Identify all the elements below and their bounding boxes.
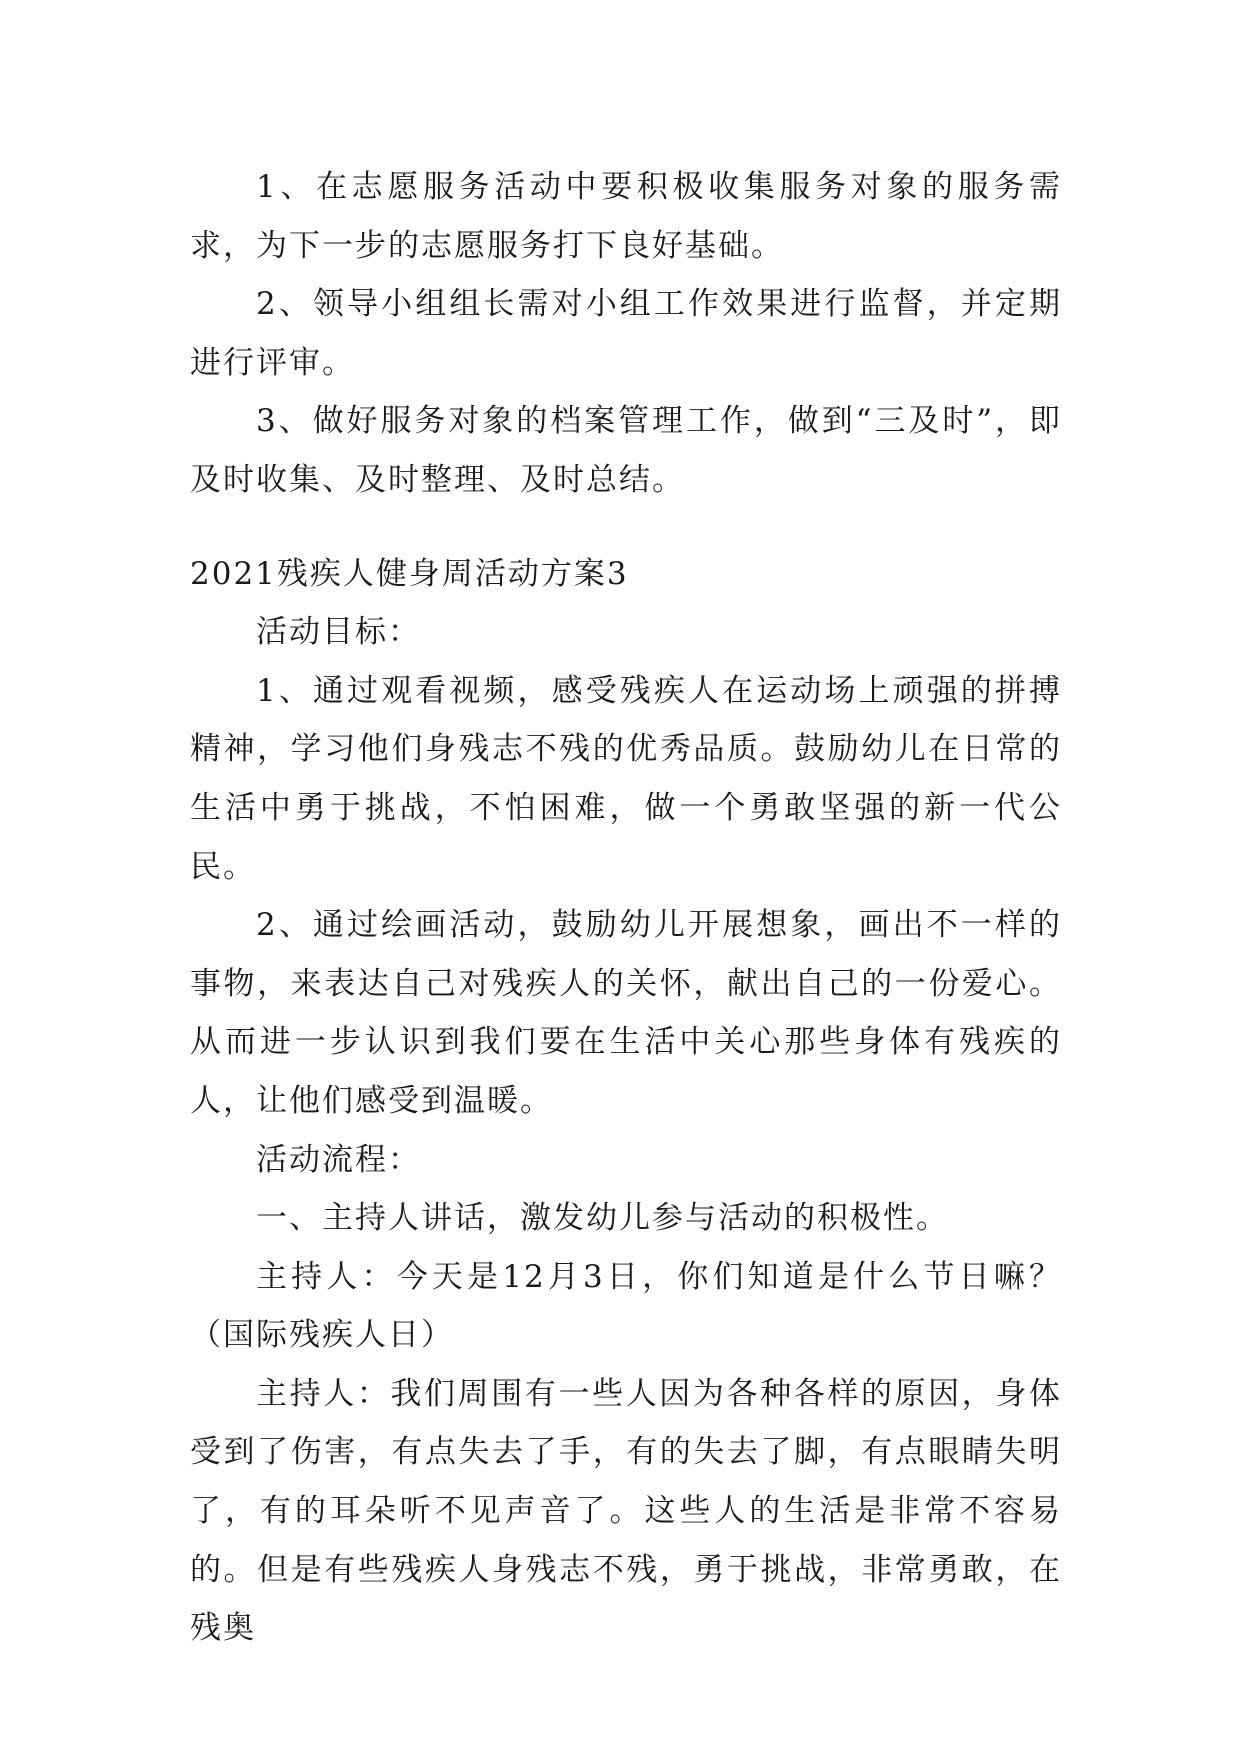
paragraph: 1、在志愿服务活动中要积极收集服务对象的服务需求，为下一步的志愿服务打下良好基础。	[190, 169, 1062, 264]
paragraph: 3、做好服务对象的档案管理工作，做到“三及时”，即及时收集、及时整理、及时总结。	[190, 403, 1062, 498]
paragraph: 2、通过绘画活动，鼓励幼儿开展想象，画出不一样的事物，来表达自己对残疾人的关怀，献出自己的一份爱心。从而进一步认识到我们要在生活中关心那些身体有残疾的人，让他们感受到温暖。	[190, 907, 1062, 1119]
paragraph: 活动流程：	[256, 1141, 421, 1178]
section-title: 2021残疾人健身周活动方案3	[190, 555, 629, 592]
document-body	[190, 158, 1062, 1658]
paragraph: 主持人：今天是12月3日，你们知道是什么节日嘛？（国际残疾人日）	[190, 1258, 1062, 1354]
paragraph: 主持人：我们周围有一些人因为各种各样的原因，身体受到了伤害，有点失去了手，有的失去了脚，有点眼睛失明了，有的耳朵听不见声音了。这些人的生活是非常不容易的。但是有些残疾人身残志不残，勇于挑战，非常勇敢，在残奥	[190, 1375, 1062, 1647]
paragraph: 2、领导小组组长需对小组工作效果进行监督，并定期进行评审。	[190, 286, 1062, 381]
paragraph: 1、通过观看视频，感受残疾人在运动场上顽强的拼搏精神，学习他们身残志不残的优秀品质。鼓励幼儿在日常的生活中勇于挑战，不怕困难，做一个勇敢坚强的新一代公民。	[190, 672, 1062, 885]
paragraph: 活动目标：	[256, 614, 421, 651]
paragraph: 一、主持人讲话，激发幼儿参与活动的积极性。	[256, 1200, 949, 1237]
